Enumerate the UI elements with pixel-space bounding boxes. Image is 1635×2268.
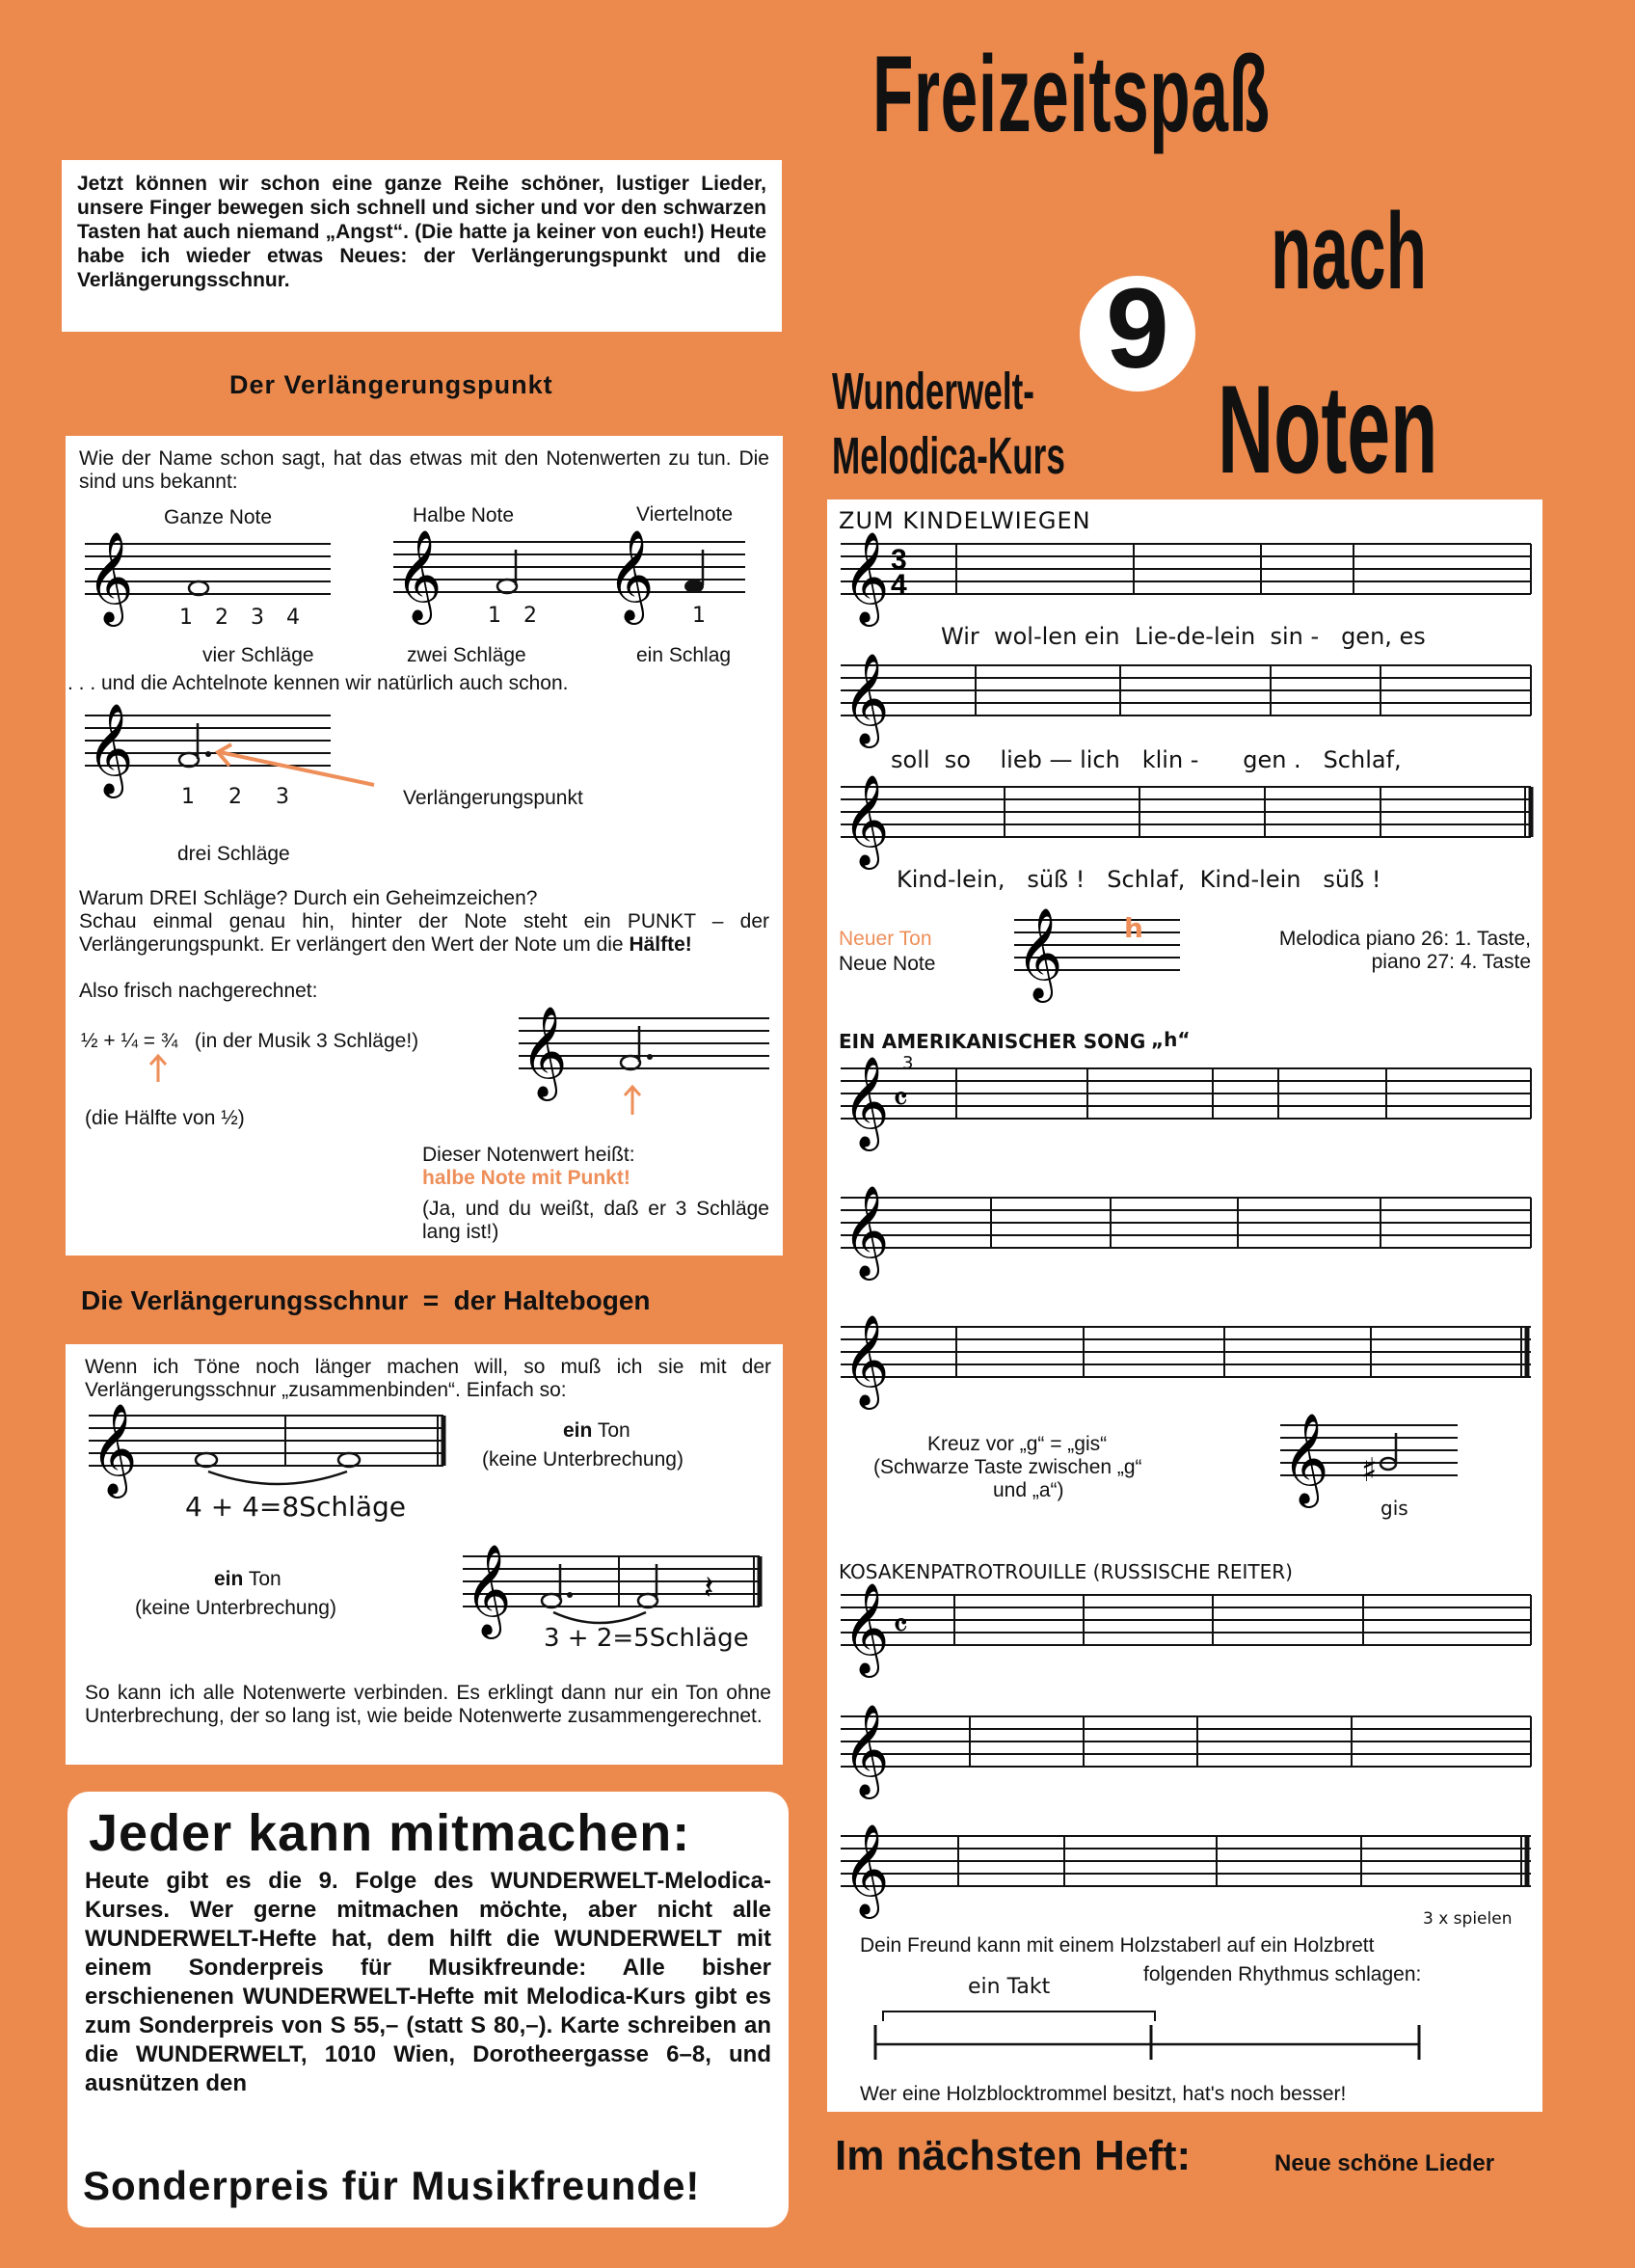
staff-quarter-note	[605, 529, 750, 621]
song1-title: ZUM KINDELWIEGEN	[839, 507, 1091, 534]
section2-heading: Die Verlängerungsschnur = der Haltebogen	[81, 1285, 651, 1315]
song3-staff1	[841, 1582, 1535, 1674]
half-of-text: (die Hälfte von ½)	[85, 1107, 245, 1129]
svg-text:𝄞: 𝄞	[521, 1006, 568, 1097]
section1-intro: Wie der Name schon sagt, hat das etwas mit den Notenwerten zu tun. Die sind uns bekannt:	[79, 447, 769, 493]
promo-footer: Sonderpreis für Musikfreunde!	[83, 2163, 701, 2208]
new-note-staff	[1014, 907, 1207, 999]
value-note: (Ja, und du weißt, daß er 3 Schläge lang ist!)	[422, 1198, 769, 1243]
formula: ½ + ¼ = ¾ (in der Musik 3 Schläge!)	[81, 1030, 419, 1052]
melodica-line2: piano 27: 4. Taste	[1371, 951, 1531, 973]
songs-box	[827, 500, 1542, 2112]
rhythm-line1: Dein Freund kann mit einem Holzstaberl auf ein Holzbrett	[860, 1934, 1375, 1957]
section1-box	[66, 436, 783, 1256]
why-line2	[79, 910, 769, 957]
why-line3: Also frisch nachgerechnet:	[79, 980, 318, 1002]
svg-text:𝄴: 𝄴	[893, 1606, 909, 1646]
svg-text:𝄞: 𝄞	[1016, 907, 1063, 999]
value-highlight: halbe Note mit Punkt!	[422, 1167, 630, 1189]
intro-text: Jetzt können wir schon eine ganze Reihe schöner, lustiger Lieder, unsere Finger bewegen sich schnell und sicher und vor den schwarzen Tasten hat auch niemand „Angst“. (Die hatte ja keiner von euch!) Heute habe ich wieder etwas Neues: der Verlängerungspunkt und die Verlängerungsschnur.	[77, 173, 766, 291]
section1-heading: Der Verlängerungspunkt	[229, 370, 553, 399]
series-name-line2: Melodica-Kurs	[832, 427, 1065, 485]
rhythm-line2: folgenden Rhythmus schlagen:	[1143, 1963, 1422, 1985]
why-text: Schau einmal genau hin, hinter der Note steht ein PUNKT – der Verlängerungspunkt. Er verlängert den Wert der Note um die	[79, 910, 769, 956]
song3-title: KOSAKENPATROTROUILLE (RUSSISCHE REITER)	[839, 1560, 1293, 1583]
song1-lyrics2: soll so lieb — lich klin - gen . Schlaf,	[891, 746, 1402, 773]
svg-text:𝄞: 𝄞	[843, 1823, 890, 1915]
svg-text:𝄞: 𝄞	[843, 1185, 890, 1277]
svg-text:𝄞: 𝄞	[395, 529, 442, 621]
value-name: Dieser Notenwert heißt:	[422, 1144, 635, 1166]
dot-beats: drei Schläge	[177, 843, 290, 865]
song2-title: EIN AMERIKANISCHER SONG	[839, 1030, 1146, 1053]
svg-text:𝄞: 𝄞	[91, 1403, 138, 1495]
section2-intro: Wenn ich Töne noch länger machen will, so muß ich sie mit der Verlängerungsschnur „zusammenbinden“. Einfach so:	[85, 1356, 771, 1401]
promo-body: Heute gibt es die 9. Folge des WUNDERWELT-Melodica-Kurses. Wer gerne mitmachen möchte, aber nicht alle WUNDERWELT-Hefte hat, dem hilft die WUNDERWELT mit einem Sonderpreis für Musikfreunde: Alle bisher erschienenen WUNDERWELT-Hefte mit Melodica-Kurs gibt es zum Sonderpreis von S 55,– (statt S 80,–). Karte schreiben an die WUNDERWELT, 1010 Wien, Dorotheergasse 6–8, und ausnützen den	[85, 1868, 771, 2096]
svg-text:𝄞: 𝄞	[843, 1704, 890, 1796]
song1-staff1	[841, 531, 1535, 623]
gis-label: gis	[1380, 1497, 1408, 1520]
intro-box	[62, 160, 782, 332]
page-title-line2: nach	[1271, 191, 1428, 311]
note3-counts: 1	[692, 604, 706, 628]
staff-dotted-half-example	[519, 1006, 774, 1124]
tie-example2-tone: Ton	[248, 1568, 281, 1590]
song2-finger: 3	[902, 1053, 914, 1073]
tie-example1-tone: Ton	[597, 1419, 630, 1442]
rhythm-bar-label: ein Takt	[968, 1975, 1051, 1999]
song1-lyrics1: Wir wol-len ein Lie-de-lein sin - gen, es	[941, 623, 1426, 650]
gis-line2: (Schwarze Taste zwischen „g“	[873, 1456, 1142, 1478]
repeat-note: 3 x spielen	[1423, 1909, 1513, 1929]
svg-text:𝄞: 𝄞	[843, 1582, 890, 1674]
svg-text:𝄞: 𝄞	[843, 1056, 890, 1148]
rhythm-line	[875, 2004, 1434, 2071]
note3-beats: ein Schlag	[636, 644, 732, 666]
svg-text:𝄞: 𝄞	[1282, 1413, 1329, 1504]
series-name-line1: Wunderwelt-	[832, 363, 1034, 420]
svg-text:𝄞: 𝄞	[465, 1544, 512, 1635]
song1-lyrics3: Kind-lein, süß ! Schlaf, Kind-lein süß !	[897, 866, 1381, 893]
svg-text:𝄴: 𝄴	[893, 1080, 909, 1120]
note1-name: Ganze Note	[164, 506, 273, 528]
song1-staff3	[841, 774, 1535, 866]
melodica-line1: Melodica piano 26: 1. Taste,	[1278, 928, 1531, 950]
why-line1: Warum DREI Schläge? Durch ein Geheimzeichen?	[79, 887, 538, 909]
tie-example1-sub: (keine Unterbrechung)	[482, 1448, 683, 1471]
section2-outro: So kann ich alle Notenwerte verbinden. Es erklingt dann nur ein Ton ohne Unterbrechung, der so lang ist, wie beide Notenwerte zusammengerechnet.	[85, 1682, 771, 1727]
next-issue-text: Neue schöne Lieder	[1274, 2150, 1495, 2176]
note2-counts: 1 2	[488, 604, 545, 628]
tie-example1-bold: ein	[563, 1419, 593, 1442]
next-issue-heading: Im nächsten Heft:	[835, 2132, 1192, 2179]
note2-beats: zwei Schläge	[407, 644, 526, 666]
eighth-note-text: . . . und die Achtelnote kennen wir natürlich auch schon.	[67, 672, 569, 694]
note1-beats: vier Schläge	[202, 644, 314, 666]
song3-staff3	[841, 1823, 1535, 1915]
svg-text:𝄞: 𝄞	[843, 531, 890, 623]
new-note-label: Neue Note	[839, 953, 936, 975]
svg-text:𝄞: 𝄞	[87, 531, 134, 623]
new-note-mark: h	[1124, 912, 1143, 944]
song2-staff1	[841, 1056, 1535, 1148]
tie-example1-math: 4 + 4=8Schläge	[185, 1491, 407, 1523]
svg-text:𝄞: 𝄞	[87, 703, 134, 795]
gis-line1: Kreuz vor „g“ = „gis“	[927, 1433, 1108, 1455]
note2-name: Halbe Note	[413, 504, 515, 526]
svg-text:𝄞: 𝄞	[843, 1314, 890, 1406]
gis-line3: und „a“)	[993, 1479, 1064, 1501]
dot-counts: 1 2 3	[181, 785, 303, 809]
tie-example2-sub: (keine Unterbrechung)	[135, 1597, 336, 1619]
dot-label: Verlängerungspunkt	[403, 787, 583, 809]
tie-example2-label	[214, 1568, 281, 1591]
episode-number: 9	[1106, 265, 1169, 392]
tie-example1-label	[563, 1419, 630, 1443]
song1-staff2	[841, 653, 1535, 744]
page-title-line3: Noten	[1218, 359, 1438, 500]
song2-staff3	[841, 1314, 1535, 1406]
note1-counts: 1 2 3 4	[179, 606, 308, 630]
svg-text:𝄽: 𝄽	[704, 1569, 714, 1607]
svg-text:𝄞: 𝄞	[843, 774, 890, 866]
tie-example2-math: 3 + 2=5Schläge	[544, 1624, 749, 1653]
note3-name: Viertelnote	[636, 503, 734, 526]
section2-box	[66, 1344, 783, 1765]
why-bold: Hälfte!	[629, 933, 692, 956]
svg-text:♯: ♯	[1361, 1451, 1378, 1490]
song2-staff2	[841, 1185, 1535, 1277]
svg-text:𝄞: 𝄞	[607, 529, 655, 621]
song3-staff2	[841, 1704, 1535, 1796]
promo-box	[67, 1792, 789, 2228]
svg-text:𝄞: 𝄞	[843, 653, 890, 744]
promo-heading: Jeder kann mitmachen:	[89, 1804, 691, 1862]
tie-example2-bold: ein	[214, 1568, 244, 1590]
svg-text:3: 3	[891, 544, 907, 576]
arrow-up-icon	[148, 1053, 168, 1084]
gis-staff	[1280, 1413, 1473, 1504]
new-tone-label: Neuer Ton	[839, 928, 932, 950]
page-title-line1: Freizeitspaß	[872, 34, 1271, 154]
svg-text:4: 4	[891, 569, 907, 601]
song2-mark: „h“	[1151, 1028, 1191, 1051]
rhythm-footer: Wer eine Holzblocktrommel besitzt, hat's noch besser!	[860, 2083, 1347, 2105]
